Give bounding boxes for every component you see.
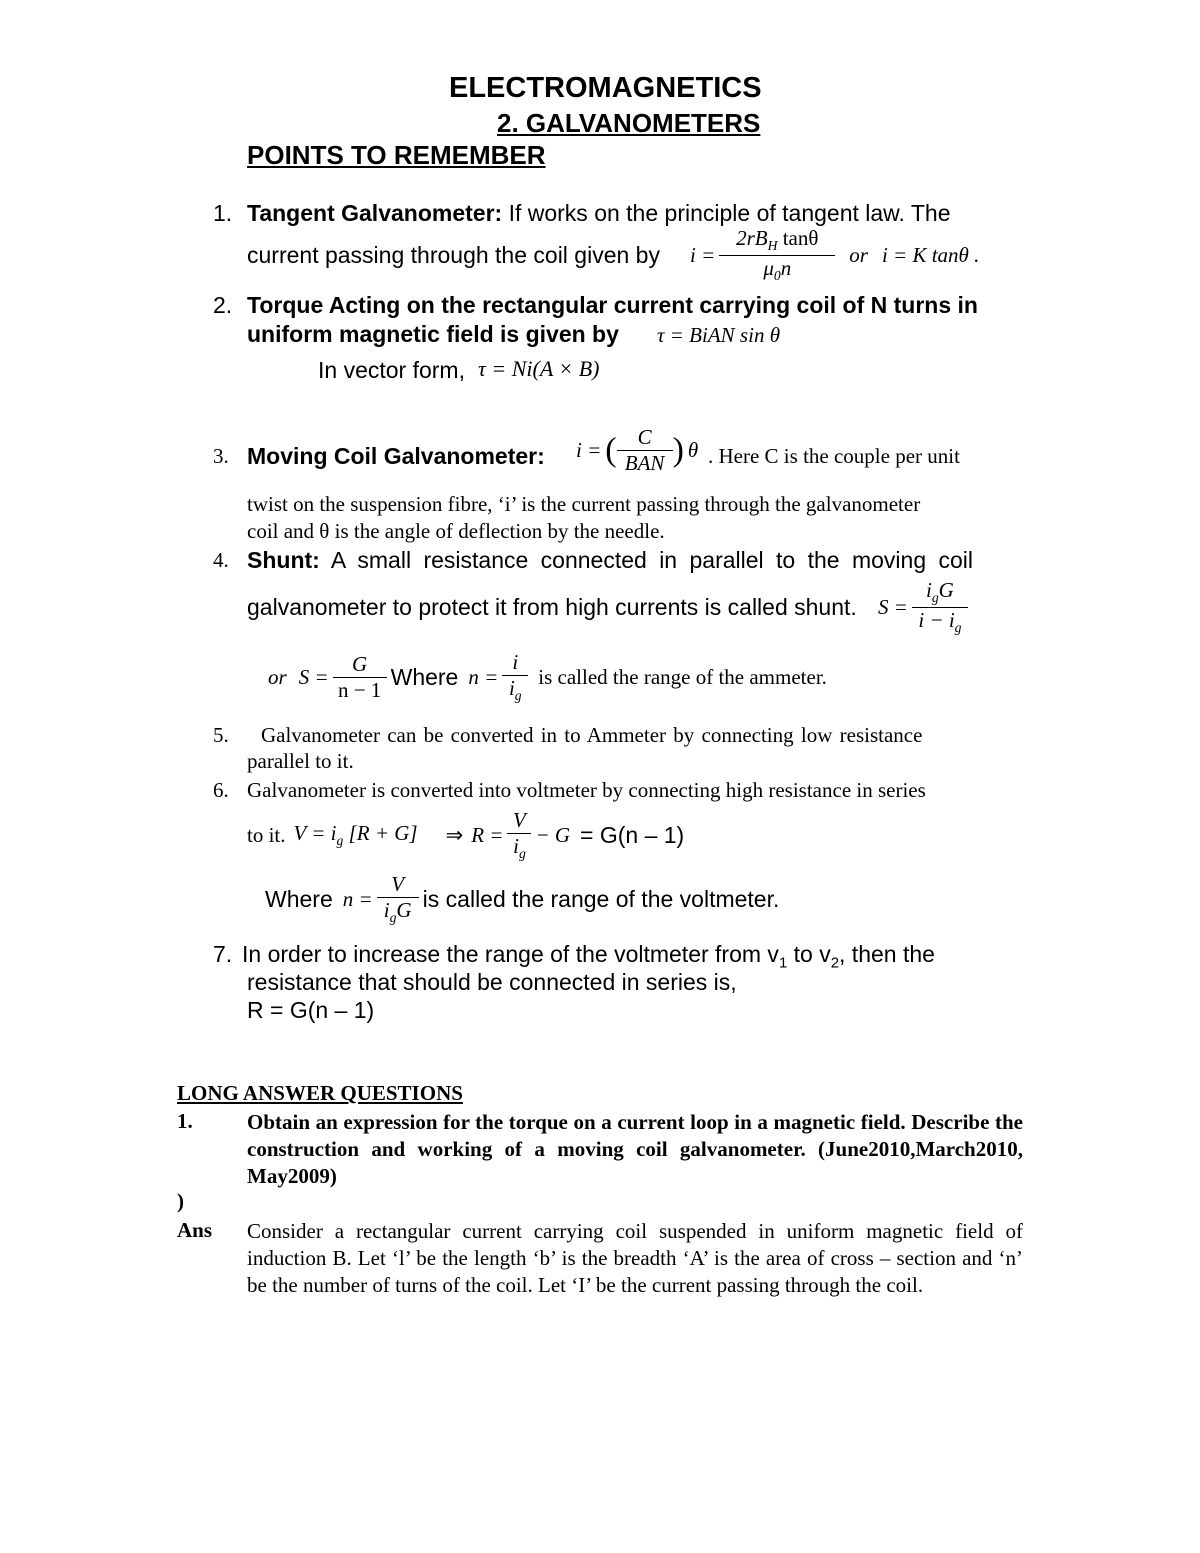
point-4-eq2-fraction [333, 652, 387, 703]
point-1-equation [690, 226, 979, 285]
point-3-numerator: C [617, 425, 673, 451]
point-2-vector-equation: τ = Ni(A × B) [478, 356, 600, 381]
point-7-text-1c: , then the [839, 941, 935, 967]
point-2-line-1: Torque Acting on the rectangular current carrying coil of N turns in [247, 292, 978, 318]
chapter-title: 2. GALVANOMETERS [497, 108, 761, 138]
point-6-eq1-sub: g [336, 833, 344, 849]
point-3-number: 3. [213, 444, 229, 468]
point-5-number: 5. [213, 723, 229, 747]
point-4-denominator [912, 608, 968, 637]
point-1-fraction [719, 226, 835, 285]
point-4-eq3-den-main: i [508, 676, 515, 700]
point-6-eq2-den-main: i [513, 834, 519, 858]
point-4-text-2: galvanometer to protect it from high currents is called shunt. [247, 594, 857, 620]
point-6-eq3: = G(n – 1) [580, 821, 685, 848]
point-7-text-1 [242, 941, 935, 972]
point-3-fraction [617, 425, 673, 476]
point-4-eq3-fraction [502, 650, 528, 705]
question-1-text: Obtain an expression for the torque on a current loop in a magnetic field. Describe the construction and working of a moving coil galvanometer. (June2010,March2010, May2009) [247, 1110, 1023, 1188]
point-6-eq4-fraction [377, 872, 419, 927]
point-1-numerator [719, 226, 835, 256]
point-7-text-1a: In order to increase the range of the voltmeter from v [242, 941, 779, 967]
point-4-num-tail: G [938, 578, 954, 602]
point-5-text-2: parallel to it. [247, 749, 354, 773]
point-1-num-tail: tanθ [777, 226, 819, 250]
point-3-denominator: BAN [624, 451, 665, 475]
point-1-text-2: current passing through the coil given by [247, 242, 660, 268]
question-1-number: 1. [177, 1109, 193, 1133]
point-6-number: 6. [213, 778, 229, 802]
point-4-eq2-denominator: n − 1 [337, 677, 382, 702]
point-1-den-main: μ [763, 255, 774, 280]
point-4-den-main: i − i [918, 607, 955, 632]
point-6-eq4-den-tail: G [396, 898, 412, 922]
point-1-text-1: If works on the principle of tangent law. The [502, 200, 951, 226]
point-4-line-3 [268, 650, 827, 705]
point-6-eq2-fraction [507, 808, 531, 863]
long-answer-heading: LONG ANSWER QUESTIONS [177, 1081, 463, 1105]
point-1-num-main: 2rB [736, 226, 768, 250]
point-5-text-1: Galvanometer can be converted in to Ammeter by connecting low resistance [261, 723, 923, 747]
answer-label: Ans [177, 1218, 213, 1242]
point-4-where: Where [390, 663, 459, 690]
point-4-num-sub: g [931, 590, 939, 606]
point-7-text-1b: to v [787, 941, 831, 967]
point-6-line-2 [247, 808, 684, 863]
point-1-number: 1. [213, 200, 233, 226]
point-6-eq4-lhs: n = [342, 886, 373, 911]
point-3-text-1: . Here C is the couple per unit [708, 444, 960, 468]
point-4-eq3-lhs: n = [468, 664, 499, 689]
point-2-number: 2. [213, 292, 233, 318]
point-1-num-sub: H [767, 238, 778, 254]
point-6-eq2-den-sub: g [518, 846, 526, 862]
point-6-eq2-lhs: R = [471, 822, 504, 847]
point-6-eq2-tail: − G [535, 822, 571, 847]
point-2-line-2: uniform magnetic field is given by [247, 321, 619, 347]
point-1-den-sub: 0 [773, 268, 781, 284]
point-6-text-2: to it. [247, 822, 286, 847]
point-4-line-1 [247, 547, 973, 574]
point-7-sub-2: 2 [830, 954, 840, 972]
point-6-eq4-denominator [377, 898, 419, 927]
section-title: POINTS TO REMEMBER [247, 140, 546, 170]
point-1-eq-lhs: i = [690, 242, 716, 267]
point-6-eq4-den-main: i [383, 898, 390, 922]
point-7-text-3: R = G(n – 1) [247, 997, 375, 1023]
point-4-equation [878, 578, 968, 637]
stray-paren: ) [177, 1189, 184, 1213]
point-1-or: or [849, 242, 868, 267]
point-4-label: Shunt: [247, 547, 320, 573]
point-4-numerator [912, 578, 968, 608]
point-4-eq3-den-sub: g [514, 688, 522, 704]
point-3-equation [576, 425, 698, 476]
point-4-num-main: i [926, 578, 932, 602]
point-6-eq2-numerator: V [507, 808, 531, 834]
point-2-equation: τ = BiAN sin θ [657, 323, 781, 347]
point-4-eq2-numerator: G [333, 652, 387, 678]
point-4-fraction [912, 578, 968, 637]
point-6-line-3 [265, 872, 779, 927]
point-1-denominator [719, 256, 835, 285]
point-3-label: Moving Coil Galvanometer: [247, 443, 545, 469]
point-4-eq3-denominator [502, 676, 528, 705]
point-3-text-3: coil and θ is the angle of deflection by the needle. [247, 519, 665, 543]
point-3-eq-lhs: i = [576, 438, 602, 462]
point-4-number: 4. [213, 548, 229, 572]
point-3-right-paren: ) [672, 431, 684, 469]
point-6-eq1 [293, 821, 418, 849]
point-6-text-1: Galvanometer is converted into voltmeter by connecting high resistance in series [247, 778, 926, 802]
point-7-sub-1: 1 [778, 954, 788, 972]
point-4-eq-lhs: S = [878, 594, 908, 619]
point-1-den-tail: n [780, 255, 792, 280]
point-7-text-2: resistance that should be connected in series is, [247, 969, 737, 995]
point-6-tail: is called the range of the voltmeter. [422, 885, 780, 912]
point-4-den-sub: g [954, 620, 962, 636]
point-1-eq-2: i = K tanθ . [881, 242, 980, 267]
point-6-eq1-tail: [R + G] [348, 821, 418, 846]
point-2-vector-label: In vector form, [318, 357, 465, 383]
point-6-eq4-den-sub: g [389, 910, 397, 926]
point-1-line-1 [247, 200, 1023, 227]
point-4-tail: is called the range of the ammeter. [538, 664, 827, 689]
point-6-eq1-main: V = i [293, 821, 337, 846]
point-6-eq2-denominator [507, 834, 531, 863]
point-6-eq4-numerator: V [377, 872, 419, 898]
point-3-text-2: twist on the suspension fibre, ‘i’ is the current passing through the galvanometer [247, 492, 921, 516]
page-title: ELECTROMAGNETICS [449, 72, 762, 104]
answer-text: Consider a rectangular current carrying coil suspended in uniform magnetic field of induction B. Let ‘l’ be the length ‘b’ is the breadth ‘A’ is the area of cross – section and ‘n’ be the number of turns of the coil. Let ‘I’ be the current passing through the coil. [247, 1219, 1023, 1297]
point-3-eq-tail: θ [687, 438, 699, 462]
point-4-or: or [268, 664, 287, 689]
point-6-arrow: ⇒ [445, 822, 464, 847]
point-3-left-paren: ( [605, 431, 617, 469]
point-4-eq3-numerator: i [502, 650, 528, 676]
point-6-where: Where [265, 885, 333, 912]
point-4-text-1: A small resistance connected in parallel to the moving coil [319, 547, 974, 573]
point-1-label: Tangent Galvanometer: [247, 200, 503, 226]
point-7-number: 7. [213, 941, 233, 967]
point-4-eq2-lhs: S = [298, 664, 329, 689]
